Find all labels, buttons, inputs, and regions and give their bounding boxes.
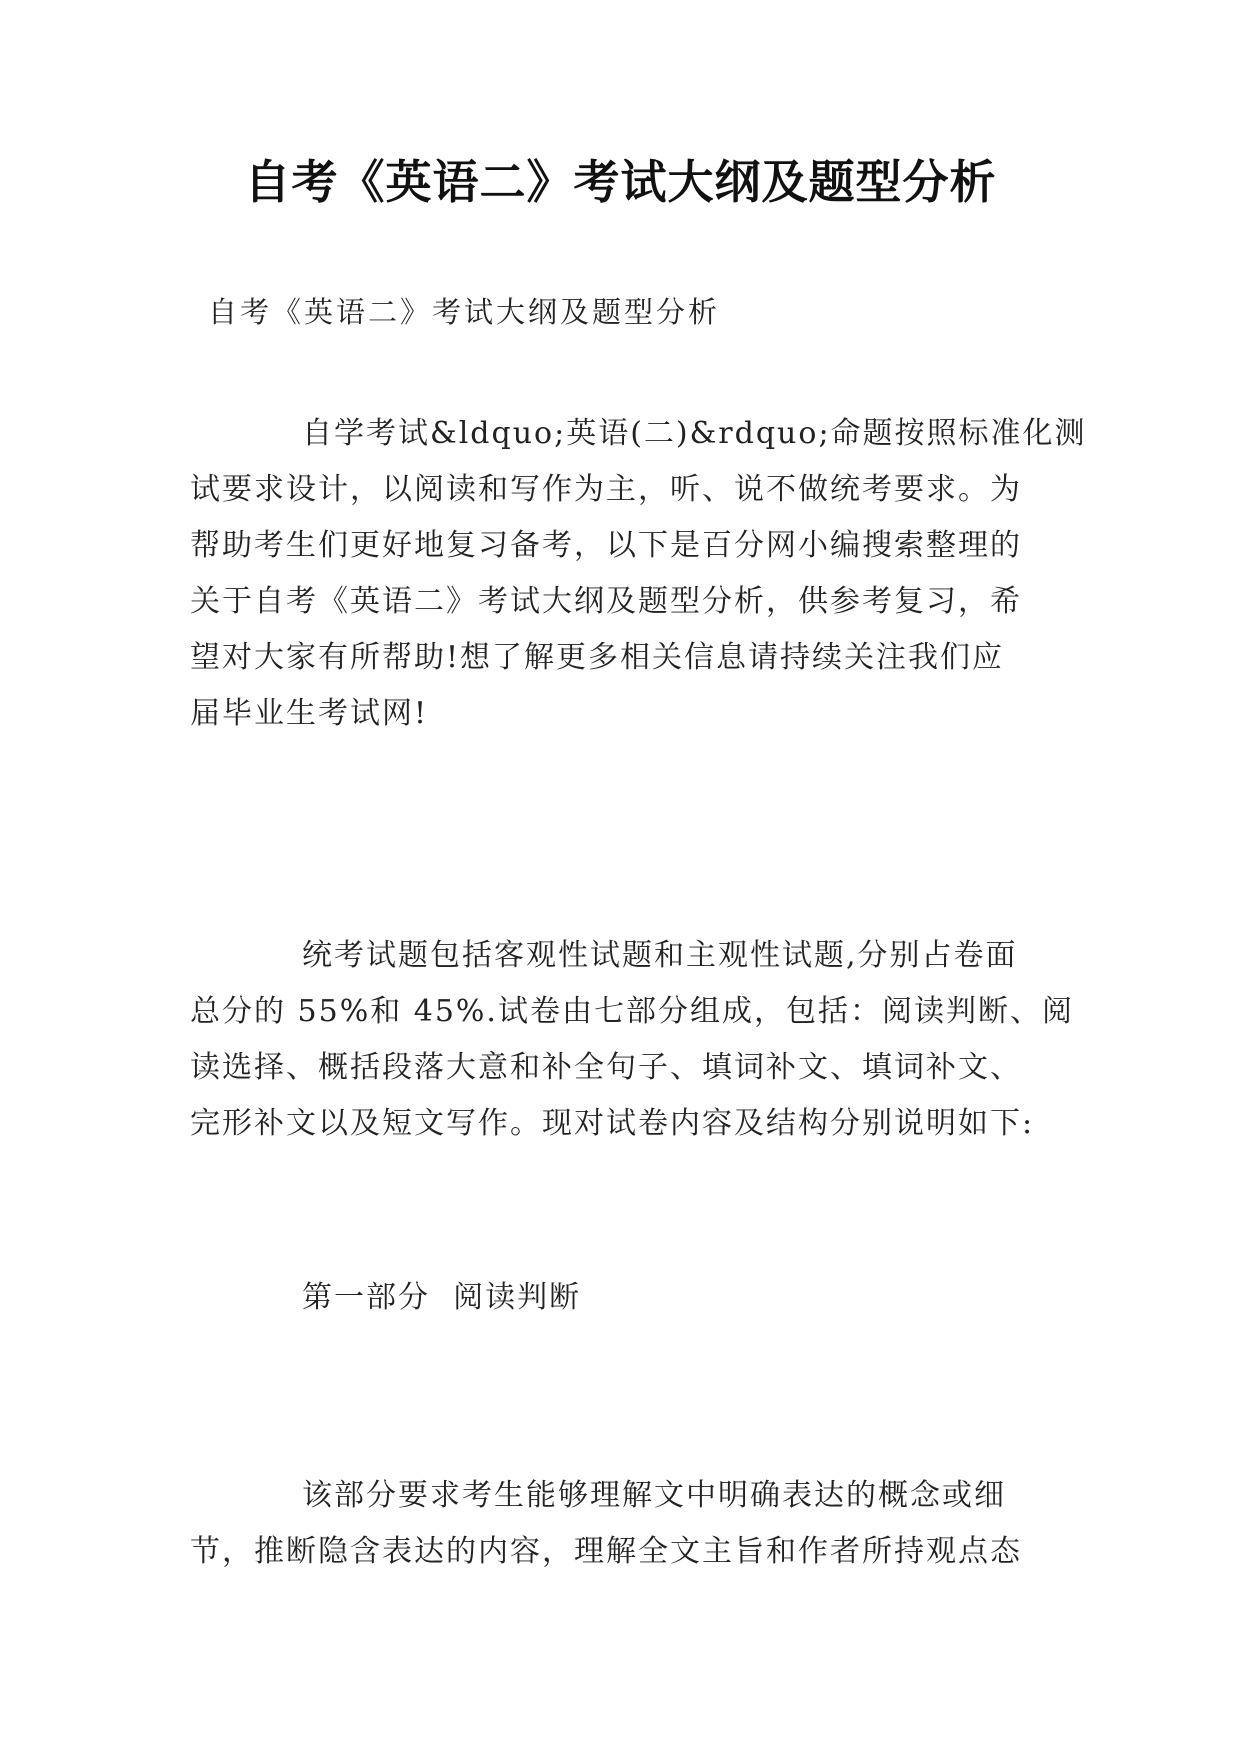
paragraph-line: 节，推断隐含表达的内容，理解全文主旨和作者所持观点态 — [190, 1534, 1022, 1569]
paragraph-line: 总分的 55%和 45%.试卷由七部分组成，包括：阅读判断、阅 — [190, 994, 1074, 1029]
section-heading — [190, 1270, 1066, 1326]
paragraph-line: 试要求设计，以阅读和写作为主，听、说不做统考要求。为 — [190, 472, 1022, 507]
paragraph-line: 自学考试&ldquo;英语(二)&rdquo;命题按照标准化测 — [302, 416, 1087, 451]
section-paragraph — [190, 1468, 1066, 1580]
paragraph-line: 该部分要求考生能够理解文中明确表达的概念或细 — [302, 1478, 1006, 1513]
paragraph-line: 完形补文以及短文写作。现对试卷内容及结构分别说明如下: — [190, 1106, 1035, 1141]
intro-paragraph — [190, 406, 1087, 742]
paragraph-line: 望对大家有所帮助!想了解更多相关信息请持续关注我们应 — [190, 640, 1005, 675]
paragraph-line: 届毕业生考试网! — [190, 696, 429, 731]
paragraph-line: 读选择、概括段落大意和补全句子、填词补文、填词补文、 — [190, 1050, 1022, 1085]
structure-paragraph — [190, 928, 1074, 1152]
section-heading-text: 第一部分 阅读判断 — [302, 1280, 582, 1315]
document-subtitle: 自考《英语二》考试大纲及题型分析 — [208, 295, 721, 329]
paragraph-line: 统考试题包括客观性试题和主观性试题,分别占卷面 — [302, 938, 1018, 973]
paragraph-line: 关于自考《英语二》考试大纲及题型分析，供参考复习，希 — [190, 584, 1022, 619]
paragraph-line: 帮助考生们更好地复习备考，以下是百分网小编搜索整理的 — [190, 528, 1022, 563]
document-title: 自考《英语二》考试大纲及题型分析 — [244, 155, 997, 209]
